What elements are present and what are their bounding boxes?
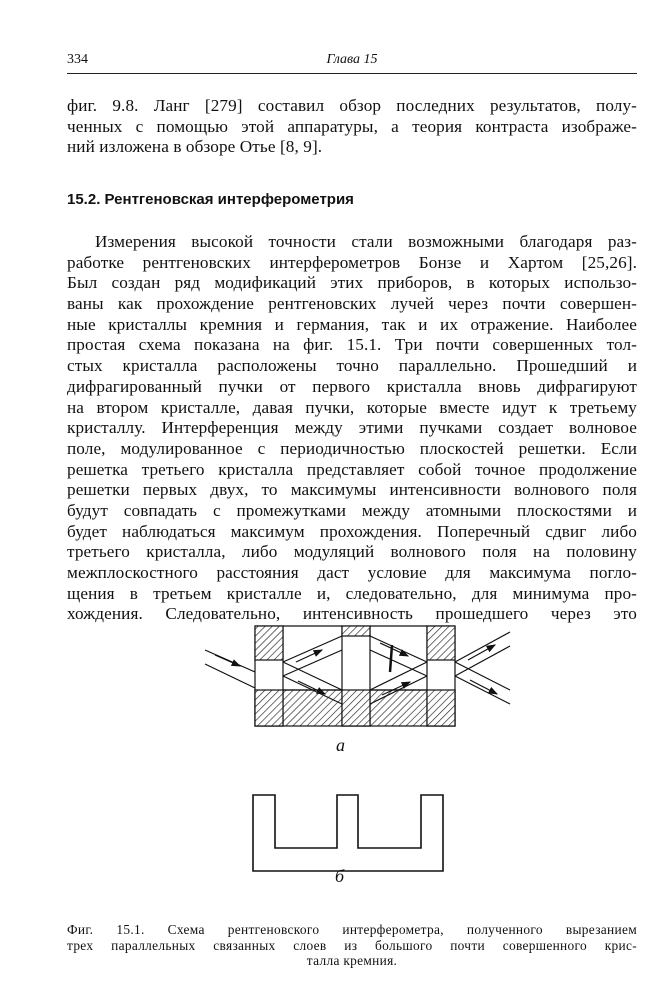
text-line: на втором кристалле, давая пучки, которые вместе идут к третьему <box>67 397 637 417</box>
header-rule <box>67 73 637 74</box>
text-line: ний изложена в обзоре Отье [8, 9]. <box>67 137 323 157</box>
caption-line: Фиг. 15.1. Схема рентгеновского интерферометра, полученного вырезанием <box>67 922 637 937</box>
text-line: стых кристалла расположены точно параллельно. Прошедший и <box>67 356 637 376</box>
text-line: ные кристаллы кремния и германия, так и их отражение. Наиболее <box>67 314 637 334</box>
figure-caption <box>67 922 637 969</box>
crystal-2 <box>342 626 370 726</box>
text-line: фиг. 9.8. Ланг [279] составил обзор последних результатов, полу- <box>67 96 637 115</box>
text-line: ваны как прохождение рентгеновских лучей через почти совершен- <box>67 294 637 314</box>
text-line: работке рентгеновских интерферометров Бонзе и Хартом [25,26]. <box>67 252 637 272</box>
page-header <box>67 52 637 72</box>
text-line: щения в третьем кристалле и, следовательно, для минимума про- <box>67 583 637 603</box>
text-line: будет наблюдаться максимум прохождения. Поперечный сдвиг либо <box>67 521 637 541</box>
diagram-b <box>253 795 443 871</box>
text-line: поле, модулированное с периодичностью плоскостей решетки. Если <box>67 438 637 458</box>
intro-paragraph <box>67 96 637 158</box>
running-head: Глава 15 <box>326 52 378 67</box>
crystal-base <box>255 690 455 726</box>
text-line: дифрагированный пучки от первого кристалла вновь дифрагируют <box>67 376 637 396</box>
text-line: простая схема показана на фиг. 15.1. Три почти совершенных тол- <box>67 335 637 355</box>
text-line: кристаллу. Интерференция между этими пучками создает волновое <box>67 418 637 438</box>
section-title: 15.2. Рентгеновская интерферометрия <box>67 191 354 208</box>
text-line: межплоскостного расстояния даст условие для максимума погло- <box>67 563 637 582</box>
caption-line: талла кремния. <box>306 953 398 969</box>
figure-label-a: а <box>336 735 345 755</box>
page-number: 334 <box>67 52 88 67</box>
caption-line: трех параллельных связанных слоев из большого почти совершенного крис- <box>67 937 637 953</box>
text-line: будут совпадать с промежутками между атомными плоскостями и <box>67 500 637 520</box>
text-line: ченных с помощью этой аппаратуры, а теория контраста изображе- <box>67 116 637 136</box>
body-paragraph <box>67 232 637 625</box>
text-line: третьего кристалла, либо модуляций волнового поля на половину <box>67 542 637 562</box>
text-line: хождения. Следовательно, интенсивность прошедшего через это <box>67 604 637 624</box>
text-line: Был создан ряд модификаций этих приборов, в которых использо- <box>67 273 637 293</box>
figure-label-b: б <box>335 866 345 886</box>
beam <box>205 664 255 688</box>
diagram-a <box>205 626 510 726</box>
crystal-1 <box>255 626 283 726</box>
beam <box>205 650 255 672</box>
text-line: решетка третьего кристалла представляет собой точное продолжение <box>67 459 637 479</box>
crystal-3 <box>427 626 455 726</box>
text-line: Измерения высокой точности стали возможными благодаря раз- <box>95 232 637 251</box>
text-line: решетки первых двух, то максимумы интенсивности волнового поля <box>67 480 637 500</box>
